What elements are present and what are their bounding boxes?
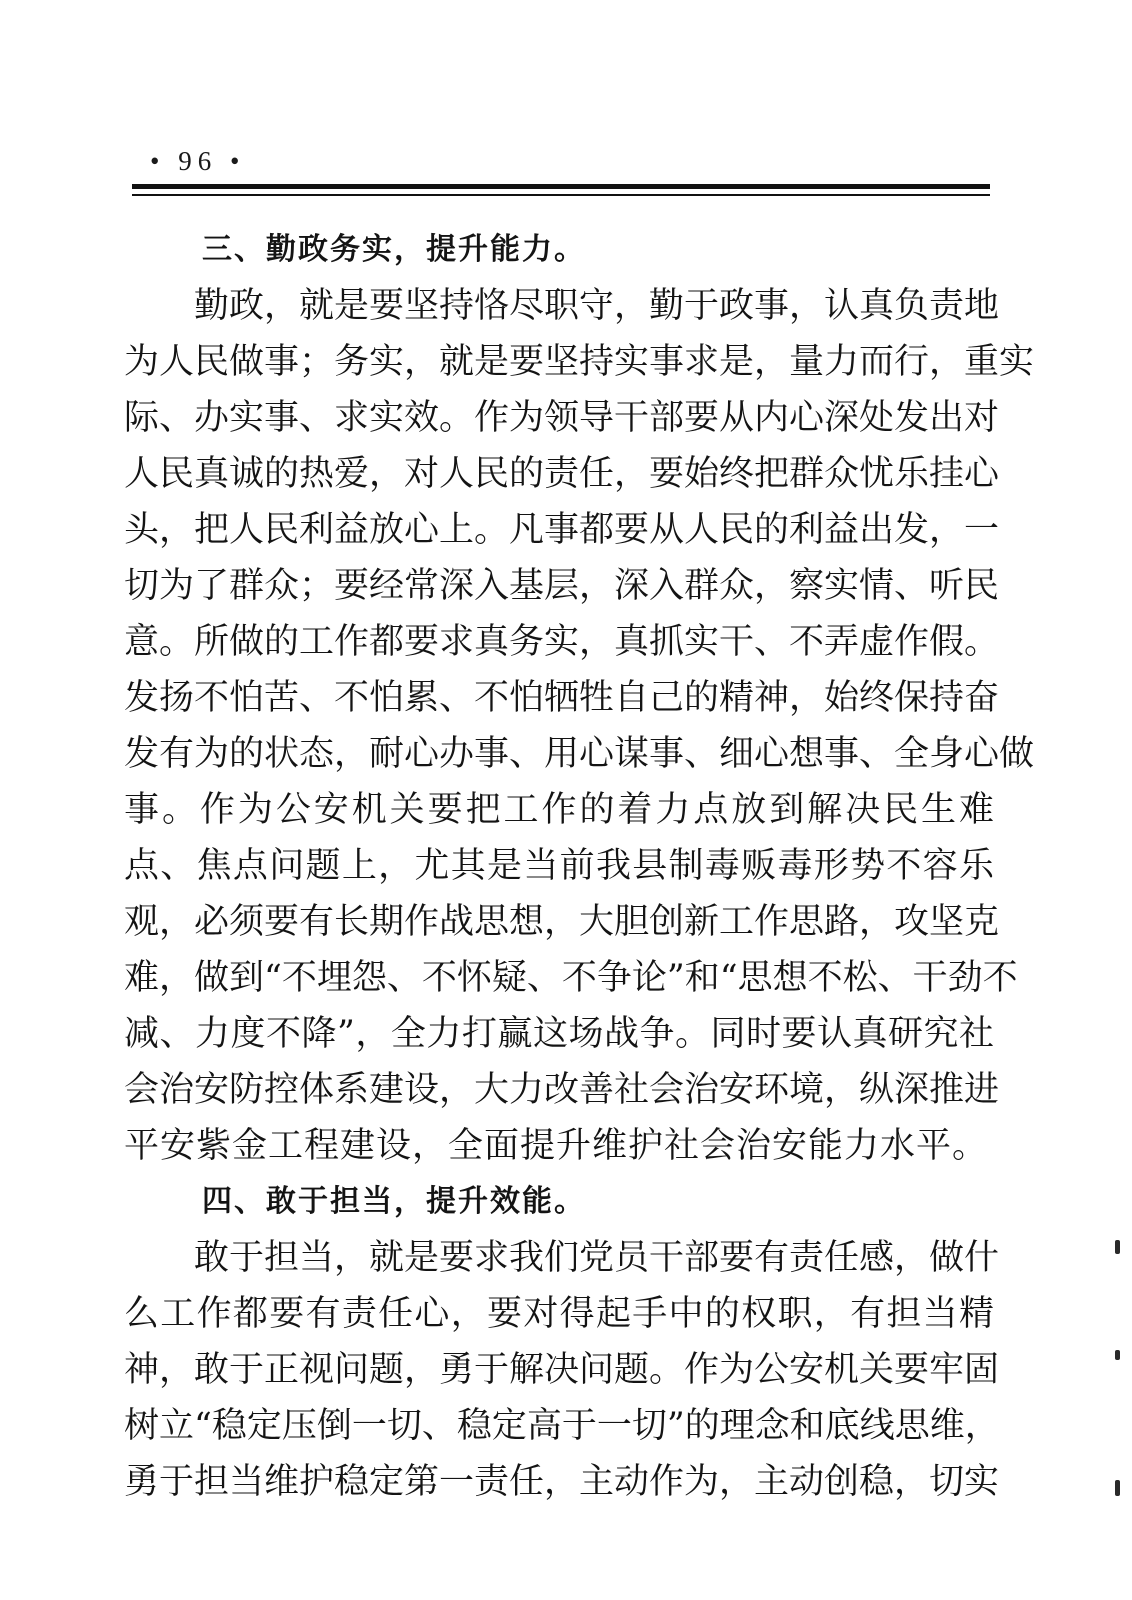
text-line: 际、办实事、求实效。作为领导干部要从内心深处发出对 (124, 398, 1000, 438)
scan-edge-mark (1115, 1350, 1120, 1360)
text-line: 发有为的状态，耐心办事、用心谋事、细心想事、全身心做 (124, 734, 1035, 774)
text-line: 会治安防控体系建设，大力改善社会治安环境，纵深推进 (124, 1070, 1000, 1110)
text-line: 减、力度不降”，全力打赢这场战争。同时要认真研究社 (124, 1014, 994, 1054)
section-heading: 三、勤政务实，提升能力。 (202, 232, 586, 267)
text-line: 意。所做的工作都要求真务实，真抓实干、不弄虚作假。 (124, 622, 1000, 662)
text-line: 观，必须要有长期作战思想，大胆创新工作思路，攻坚克 (124, 902, 1000, 942)
text-line: 为人民做事；务实，就是要坚持实事求是，量力而行，重实 (124, 342, 1035, 382)
text-line: 么工作都要有责任心，要对得起手中的权职，有担当精 (124, 1294, 994, 1334)
text-line: 勤政，就是要坚持恪尽职守，勤于政事，认真负责地 (194, 286, 1000, 326)
text-line: 头，把人民利益放心上。凡事都要从人民的利益出发，一 (124, 510, 1000, 550)
paragraph (124, 278, 1035, 1174)
text-line: 神，敢于正视问题，勇于解决问题。作为公安机关要牢固 (124, 1350, 1000, 1390)
scan-edge-mark (1115, 1480, 1120, 1496)
scan-edge-mark (1115, 1240, 1120, 1254)
body-text (124, 222, 1035, 1510)
text-line: 切为了群众；要经常深入基层，深入群众，察实情、听民 (124, 566, 1000, 606)
text-line: 人民真诚的热爱，对人民的责任，要始终把群众忧乐挂心 (124, 454, 1000, 494)
header-rule-thick (132, 184, 990, 189)
text-line: 发扬不怕苦、不怕累、不怕牺牲自己的精神，始终保持奋 (124, 678, 1000, 718)
text-line: 点、焦点问题上，尤其是当前我县制毒贩毒形势不容乐 (124, 846, 994, 886)
section-heading: 四、敢于担当，提升效能。 (202, 1184, 586, 1219)
header-rule-thin (132, 194, 990, 196)
page-number: • 96 • (150, 146, 246, 176)
paragraph (124, 1230, 1000, 1510)
text-line: 事。作为公安机关要把工作的着力点放到解决民生难 (124, 790, 994, 830)
text-line: 敢于担当，就是要求我们党员干部要有责任感，做什 (194, 1238, 1000, 1278)
text-line: 勇于担当维护稳定第一责任，主动作为，主动创稳，切实 (124, 1462, 1000, 1502)
text-line: 难，做到“不埋怨、不怀疑、不争论”和“思想不松、干劲不 (124, 958, 1018, 998)
text-line: 平安紫金工程建设，全面提升维护社会治安能力水平。 (124, 1126, 989, 1166)
text-line: 树立“稳定压倒一切、稳定高于一切”的理念和底线思维， (124, 1406, 1000, 1446)
